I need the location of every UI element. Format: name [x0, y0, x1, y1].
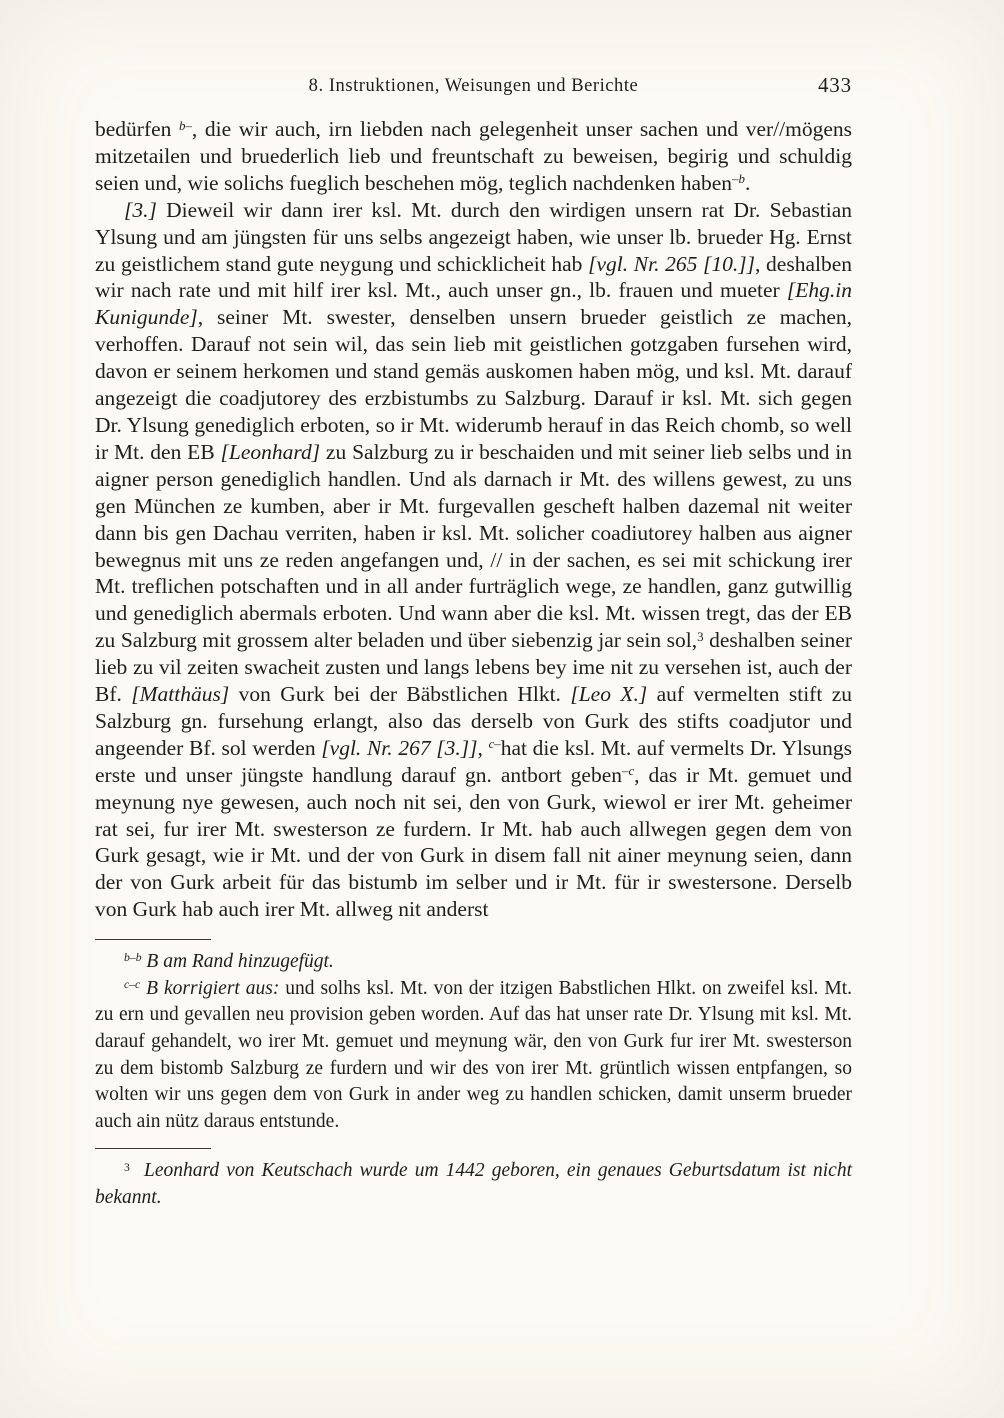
- italic-text-segment: B am Rand hinzugefügt.: [146, 951, 334, 973]
- apparatus-note-c: [95, 976, 852, 1136]
- footnote-marker: c–: [488, 737, 501, 752]
- italic-text-segment: [Leonhard]: [220, 439, 321, 464]
- text-segment: von Gurk bei der Bäbstlichen Hlkt.: [229, 682, 571, 707]
- apparatus-note-b: [95, 949, 852, 976]
- text-segment: , deshalben wir nach rate und mit hilf irer ksl. Mt., auch unser gn., lb. frauen und mueter: [95, 251, 853, 303]
- text-segment: , die wir auch, irn liebden nach gelegenheit unser sachen und ver//mögens mitzetailen und bruederlich lieb und freuntschaft zu beweisen, begirig und schuldig seien und, wie solichs fueglich beschehen mög, teglich nachdenken haben: [95, 117, 853, 195]
- text-segment: [130, 1160, 144, 1181]
- text-segment: deshalben seiner lieb zu vil zeiten swacheit zusten und langs lebens bey ime nit zu versehen ist, auch der Bf.: [95, 628, 852, 707]
- footnote-marker: c–c: [124, 977, 141, 991]
- italic-text-segment: [vgl. Nr. 267 [3.]]: [321, 735, 478, 760]
- italic-text-segment: [Matthäus]: [131, 682, 230, 707]
- text-segment: bedürfen: [95, 117, 179, 141]
- critical-apparatus: [95, 949, 852, 1135]
- text-segment: .: [744, 170, 751, 195]
- italic-text-segment: Leonhard von Keutschach wurde um 1442 geboren, ein genaues Geburtsdatum ist nicht bekannt.: [95, 1160, 853, 1208]
- explanatory-footnotes: [95, 1158, 852, 1211]
- footnote-marker: b–b: [124, 951, 142, 965]
- text-segment: auf vermelten stift zu Salzburg gn. fursehung erlangt, also das derselb von Gurk des stifts coadjutor und angeender Bf. sol werden: [95, 682, 852, 760]
- text-segment: zu Salzburg zu ir beschaiden und mit seiner lieb selbs und in aigner person genediglich handlen. Und als darnach ir Mt. des willens gewest, zu uns gen München ze kumben, aber ir Mt. furgevallen gescheft halben dazemal nit weiter dann bis gen Dachau verriten, haben ir ksl. Mt. solicher coadiutorey halben aus aigner bewegnus mit uns ze reden angefangen und, // in der sachen, es sei mit schickung irer Mt. treflichen potschaften und in all ander furträglich wege, ze handlen, ganz gutwillig und genediglich abermals erboten. Und wann aber die ksl. Mt. wissen tregt, das der EB zu Salzburg mit grossem alter beladen und über siebenzig jar sein sol,: [95, 439, 852, 653]
- running-header-title: 8. Instruktionen, Weisungen und Berichte: [308, 76, 639, 96]
- text-segment: , seiner Mt. swester, denselben unsern brueder geistlich ze machen, verhoffen. Darauf not sein wil, das sein lieb mit geistlichen gotzgaben fursehen wird, davon er seinem herkomen und stand gemäs auskomen haben mög, und ksl. Mt. darauf angezeigt die coadjutorey des erzbistumbs zu Salzburg. Darauf ir ksl. Mt. sich gegen Dr. Ylsung genediglich erboten, so ir Mt. widerumb herauf in das Reich chomb, so well ir Mt. den EB: [95, 305, 852, 464]
- italic-text-segment: [vgl. Nr. 265 [10.]]: [588, 251, 755, 276]
- italic-text-segment: [3.]: [124, 197, 157, 222]
- paragraph-continuation: [95, 116, 852, 197]
- footnote-separator-rule: [95, 1148, 211, 1149]
- footnote-marker: 3: [697, 629, 704, 644]
- text-segment: Dieweil wir dann irer ksl. Mt. durch den wirdigen unsern rat Dr. Sebastian Ylsung und am jüngsten für uns selbs angezeigt haben, wie unser lb. brueder Hg. Ernst zu geistlichem stand gute neygung und schicklicheit hab: [95, 197, 852, 276]
- text-segment: , das ir Mt. gemuet und meynung nye gewesen, auch noch nit sei, den von Gurk, wiewol er irer Mt. geheimer rat sei, fur irer Mt. swesterson ze furdern. Ir Mt. hab auch allwegen gegen dem von Gurk gesagt, wie ir Mt. und der von Gurk in disem fall nit ainer meynung seien, dann der von Gurk arbeit für das bistumb im selber und ir Mt. für ir swestersone. Derselb von Gurk hab auch irer Mt. allweg nit anderst: [95, 762, 852, 922]
- page-number: 433: [817, 73, 852, 97]
- footnote-marker: –c: [622, 764, 635, 779]
- paragraph-section-3: [95, 197, 852, 923]
- footnote-3: [95, 1158, 852, 1211]
- apparatus-separator-rule: [95, 939, 211, 940]
- text-segment: hat die ksl. Mt. auf vermelts Dr. Ylsungs erste und unser jüngste handlung darauf gn. antbort geben: [95, 735, 852, 787]
- footnote-marker: –b: [732, 172, 745, 187]
- running-header: [95, 73, 852, 102]
- italic-text-segment: B korrigiert aus:: [146, 977, 280, 999]
- text-segment: ,: [477, 735, 489, 760]
- italic-text-segment: [Leo X.]: [570, 682, 648, 707]
- main-text-block: [95, 116, 852, 923]
- text-segment: und solhs ksl. Mt. von der itzigen Babstlichen Hlkt. on zweifel ksl. Mt. zu ern und gevallen neu provision geben worden. Auf das hat unser rate Dr. Ylsung mit ksl. Mt. darauf gehandelt, wo irer Mt. gemuet und meynung wär, den von Gurk fur irer Mt. swesterson zu dem bistomb Salzburg ze furdern und wir des von irer Mt. grüntlich wissen entpfangen, so wolten wir uns gegen dem von Gurk in ander weg zu handlen schicken, damit unserm brueder auch ain nütz daraus entstunde.: [95, 977, 852, 1132]
- footnote-marker: b–: [179, 118, 192, 133]
- italic-text-segment: [Ehg.in Kunigunde]: [95, 278, 852, 330]
- footnote-marker: 3: [124, 1160, 130, 1174]
